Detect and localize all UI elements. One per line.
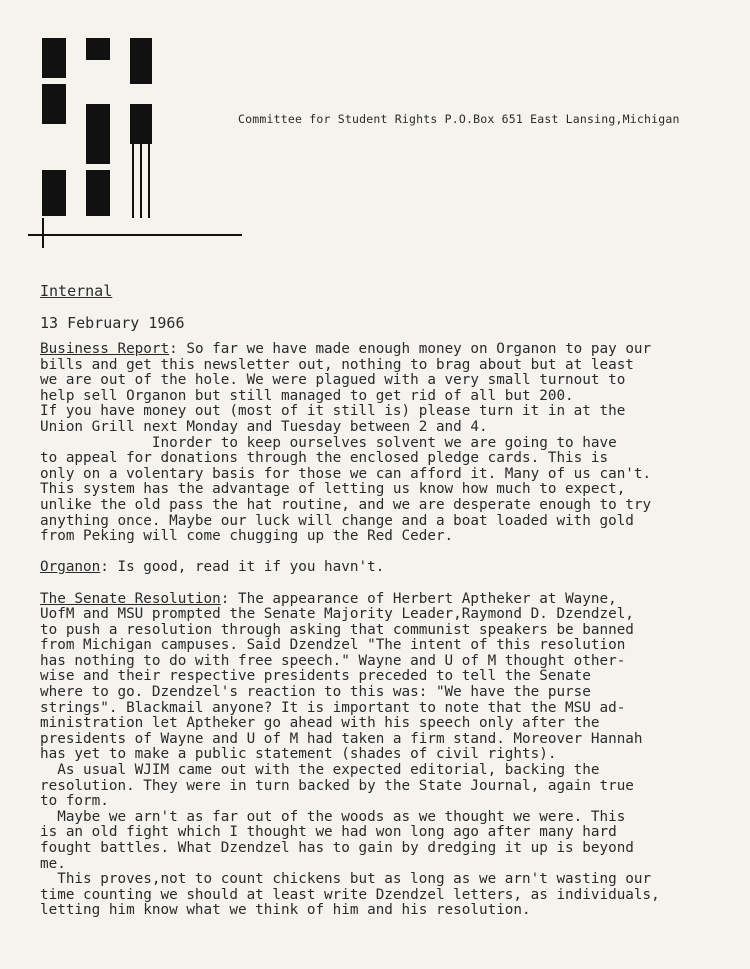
business-line: to appeal for donations through the enclosed pledge cards. This is bbox=[40, 450, 609, 467]
senate-line: As usual WJIM came out with the expected editorial, backing the bbox=[40, 762, 600, 779]
senate-line: This proves,not to count chickens but as long as we arn't wasting our bbox=[40, 871, 652, 888]
business-line: If you have money out (most of it still is) please turn it in at the bbox=[40, 403, 626, 420]
senate-line: ministration let Aptheker go ahead with his speech only after the bbox=[40, 715, 600, 732]
senate-line: from Michigan campuses. Said Dzendzel "The intent of this resolution bbox=[40, 637, 626, 654]
business-line: we are out of the hole. We were plagued with a very small turnout to bbox=[40, 372, 626, 389]
business-line: Inorder to keep ourselves solvent we are going to have bbox=[40, 434, 617, 451]
senate-line: resolution. They were in turn backed by the State Journal, again true bbox=[40, 777, 634, 794]
senate-line: to push a resolution through asking that communist speakers be banned bbox=[40, 621, 634, 638]
committee-logo bbox=[28, 38, 248, 248]
organon-section bbox=[40, 560, 740, 576]
senate-line: UofM and MSU prompted the Senate Majority Leader,Raymond D. Dzendzel, bbox=[40, 606, 634, 623]
business-report-title: Business Report bbox=[40, 341, 170, 357]
senate-line: wise and their respective presidents preceded to tell the Senate bbox=[40, 668, 591, 685]
senate-line: Maybe we arn't as far out of the woods as we thought we were. This bbox=[40, 808, 626, 825]
business-line: anything once. Maybe our luck will change and a boat loaded with gold bbox=[40, 512, 634, 529]
business-line: : So far we have made enough money on Organon to pay our bbox=[169, 341, 652, 357]
senate-resolution-section bbox=[40, 592, 740, 919]
letterhead-address: Committee for Student Rights P.O.Box 651 East Lansing,Michigan bbox=[238, 112, 680, 126]
business-report-section bbox=[40, 342, 740, 545]
senate-line: letting him know what we think of him and his resolution. bbox=[40, 902, 531, 919]
newsletter-body bbox=[40, 342, 740, 935]
senate-line: time counting we should at least write Dzendzel letters, as individuals, bbox=[40, 886, 660, 903]
business-line: help sell Organon but still managed to get rid of all but 200. bbox=[40, 387, 574, 404]
business-line: bills and get this newsletter out, nothing to brag about but at least bbox=[40, 356, 634, 373]
business-line: unlike the old pass the hat routine, and we are desperate enough to try bbox=[40, 496, 652, 513]
senate-line: me. bbox=[40, 855, 66, 872]
business-line: Union Grill next Monday and Tuesday between 2 and 4. bbox=[40, 418, 488, 435]
business-line: from Peking will come chugging up the Red Ceder. bbox=[40, 528, 454, 545]
senate-line: : The appearance of Herbert Aptheker at Wayne, bbox=[220, 590, 617, 607]
business-line: This system has the advantage of letting us know how much to expect, bbox=[40, 481, 626, 498]
senate-line: where to go. Dzendzel's reaction to this was: "We have the purse bbox=[40, 684, 591, 701]
senate-line: is an old fight which I thought we had won long ago after many hard bbox=[40, 824, 617, 841]
newsletter-date: 13 February 1966 bbox=[40, 314, 185, 332]
senate-resolution-title: The Senate Resolution bbox=[40, 590, 221, 607]
senate-line: to form. bbox=[40, 793, 109, 810]
senate-line: fought battles. What Dzendzel has to gain by dredging it up is beyond bbox=[40, 840, 634, 856]
organon-title: Organon bbox=[40, 559, 101, 576]
heading-internal: Internal bbox=[40, 282, 113, 300]
organon-text: : Is good, read it if you havn't. bbox=[100, 559, 385, 576]
business-line: only on a volentary basis for those we can afford it. Many of us can't. bbox=[40, 465, 652, 482]
senate-line: presidents of Wayne and U of M had taken a firm stand. Moreover Hannah bbox=[40, 730, 643, 747]
senate-line: strings". Blackmail anyone? It is important to note that the MSU ad- bbox=[40, 699, 626, 716]
senate-line: has nothing to do with free speech." Wayne and U of M thought other- bbox=[40, 652, 626, 669]
senate-line: has yet to make a public statement (shades of civil rights). bbox=[40, 746, 557, 763]
